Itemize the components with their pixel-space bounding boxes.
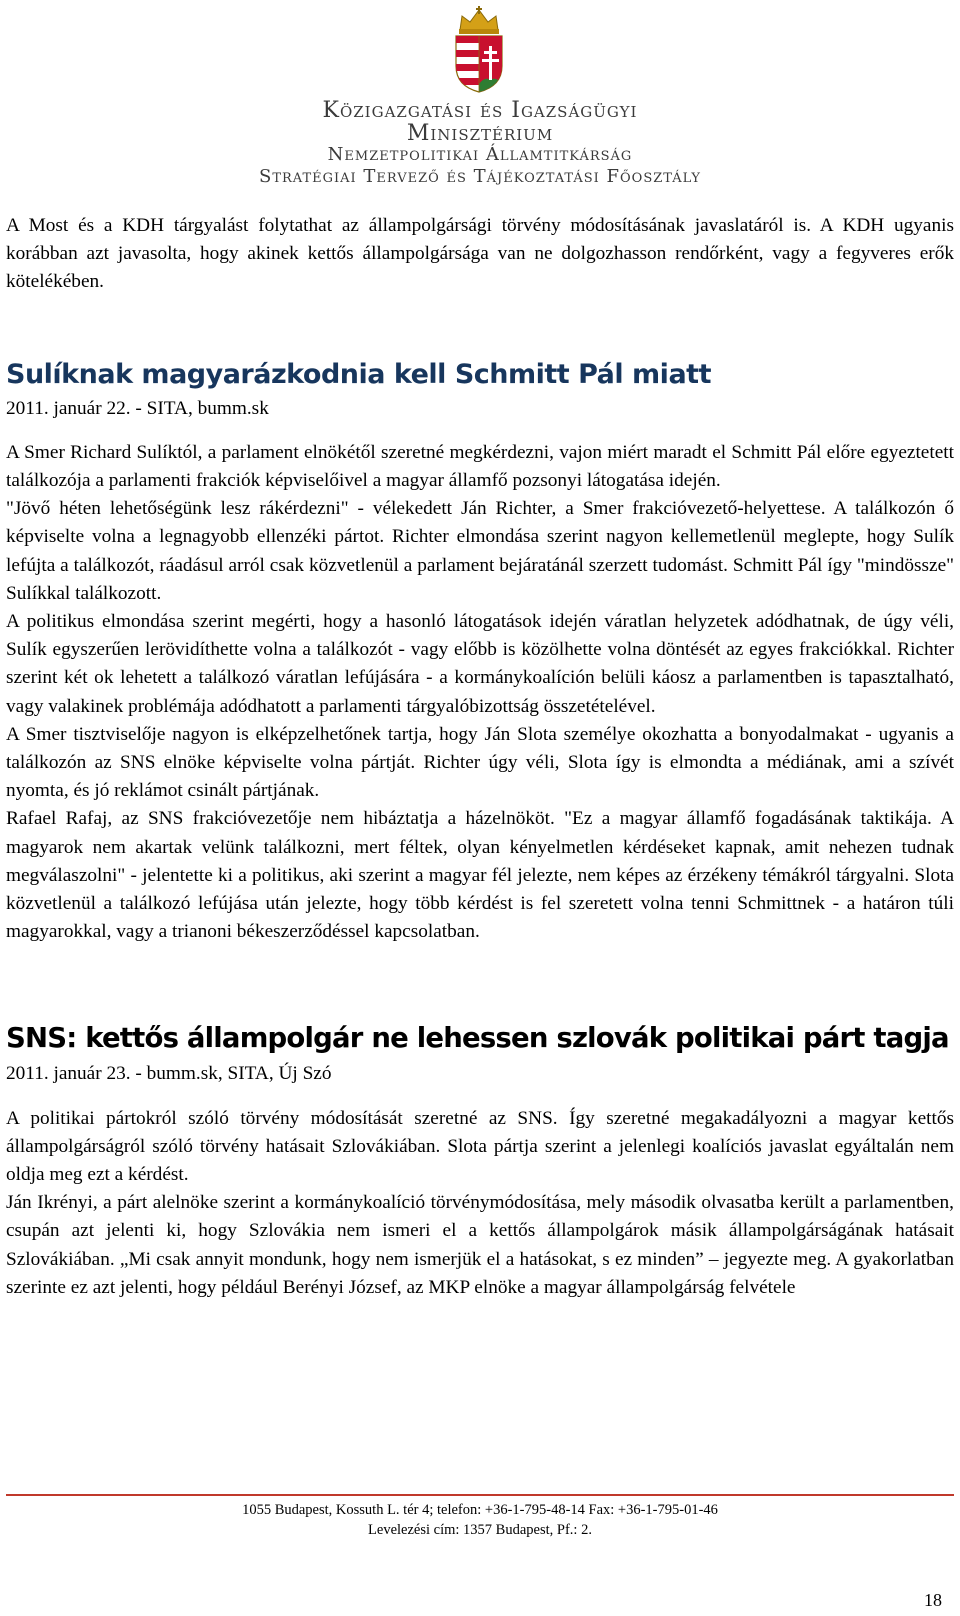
state-secretariat-name: Nemzetpolitikai Államtitkárság (327, 144, 633, 165)
article1-title: Sulíknak magyarázkodnia kell Schmitt Pál miatt (6, 358, 711, 390)
article1-paragraph: A politikus elmondása szerint megérti, hogy a hasonló látogatások idején váratlan helyzetek adódhatnak, de úgy véli, Sulík egyszerűen lerövidíthette volna a találkozót - vagy előbb is közölhette volna döntését az egyes frakciókkal. Richter szerint két ok lehetett a találkozó váratlan lefújására - a kormánykoalíción belüli káosz a parlamentben is tapasztalható, vagy valakinek problémája adódhatott a parlamenti tárgyalóbizottság összetételével. (6, 611, 954, 717)
footer-address: 1055 Budapest, Kossuth L. tér 4; telefon: +36-1-795-48-14 Fax: +36-1-795-01-46 (242, 1502, 718, 1518)
page-number: 18 (924, 1590, 942, 1610)
article0-paragraph: A Most és a KDH tárgyalást folytathat az állampolgársági törvény módosításának javaslatáról is. A KDH ugyanis korábban azt javasolta, hogy akinek kettős állampolgársága van ne dolgozhasson rendőrként, vagy a fegyveres erők kötelékében. (6, 215, 954, 293)
document-body (6, 212, 954, 1302)
article1-paragraph: "Jövő héten lehetőségünk lesz rákérdezni" - vélekedett Ján Richter, a Smer frakcióvezető-helyettese. A találkozón ő képviselte volna a legnagyobb ellenzéki pártot. Richter elmondása szerint nagyon kellemetlenül meglepte, hogy Sulík lefújta a találkozót, ráadásul arról csak közvetlenül a parlament bejáratánál szerzett tudomást. Schmitt Pál így "mindössze" Sulíkkal találkozott. (6, 498, 954, 604)
footer-mailing-address: Levelezési cím: 1357 Budapest, Pf.: 2. (368, 1522, 592, 1538)
article2-title: SNS: kettős állampolgár ne lehessen szlovák politikai párt tagja (6, 1022, 949, 1055)
article1-paragraph: A Smer tisztviselője nagyon is elképzelhetőnek tartja, hogy Ján Slota személye okozhatta a bonyodalmakat - ugyanis a találkozón az SNS elnöke képviselte volna pártját. Richter úgy véli, Slota így is elmondta a médiának, ami a szívét nyomta, és jó reklámot csinált pártjának. (6, 723, 954, 802)
article2-paragraph: A politikai pártokról szóló törvény módosítását szeretné az SNS. Így szeretné megakadályozni a magyar kettős állampolgárságról szóló törvény hatásait Szlovákiában. Slota pártja szerint a jelenlegi koalíciós javaslat egyáltalán nem oldja meg ezt a kérdést. (6, 1107, 954, 1186)
department-name: Stratégiai Tervező és Tájékoztatási Főosztály (259, 166, 701, 187)
footer (0, 1500, 960, 1540)
ministry-name-line2: Minisztérium (406, 121, 554, 146)
article2-paragraph: Ján Ikrényi, a párt alelnöke szerint a kormánykoalíció törvénymódosítása, mely második olvasatba került a parlamentben, csupán azt jelenti ki, hogy Szlovákia nem ismeri el a kettős állampolgárok másik állampolgárságának hatásait Szlovákiában. „Mi csak annyit mondunk, hogy nem ismerjük el a hatásokat, s ez minden” – jegyezte meg. A gyakorlatban szerinte ez azt jelenti, hogy például Berényi József, az MKP elnöke a magyar állampolgárság felvétele (6, 1192, 954, 1298)
hungarian-coat-of-arms-icon (448, 6, 510, 94)
article2-dateline: 2011. január 23. - bumm.sk, SITA, Új Szó (6, 1063, 332, 1085)
article1-paragraph: A Smer Richard Sulíktól, a parlament elnökétől szeretné megkérdezni, vajon miért maradt el Schmitt Pál előre egyeztetett találkozója a parlamenti frakciók képviselőivel a magyar államfő pozsonyi látogatása idején. (6, 441, 954, 492)
ministry-name-line1: Közigazgatási és Igazságügyi (322, 98, 638, 123)
article1-paragraph: Rafael Rafaj, az SNS frakcióvezetője nem hibáztatja a házelnököt. "Ez a magyar államfő fogadásának taktikája. A magyarok nem akartak velünk találkozni, mert féltek, olyan kényelmetlen kérdéseket kapnak, amit nehezen tudnak megválaszolni" - jelentette ki a politikus, aki szerint a magyar fél jelezte, nem képes az érzékeny témákról tárgyalni. Slota közvetlenül a találkozó lefújása után jelezte, hogy több kérdést is fel szeretett volna tenni Schmittnek - a határon túli magyarokkal, vagy a trianoni békeszerződéssel kapcsolatban. (6, 808, 954, 943)
letterhead (0, 0, 960, 190)
article1-dateline: 2011. január 22. - SITA, bumm.sk (6, 397, 269, 419)
footer-divider (6, 1494, 954, 1496)
